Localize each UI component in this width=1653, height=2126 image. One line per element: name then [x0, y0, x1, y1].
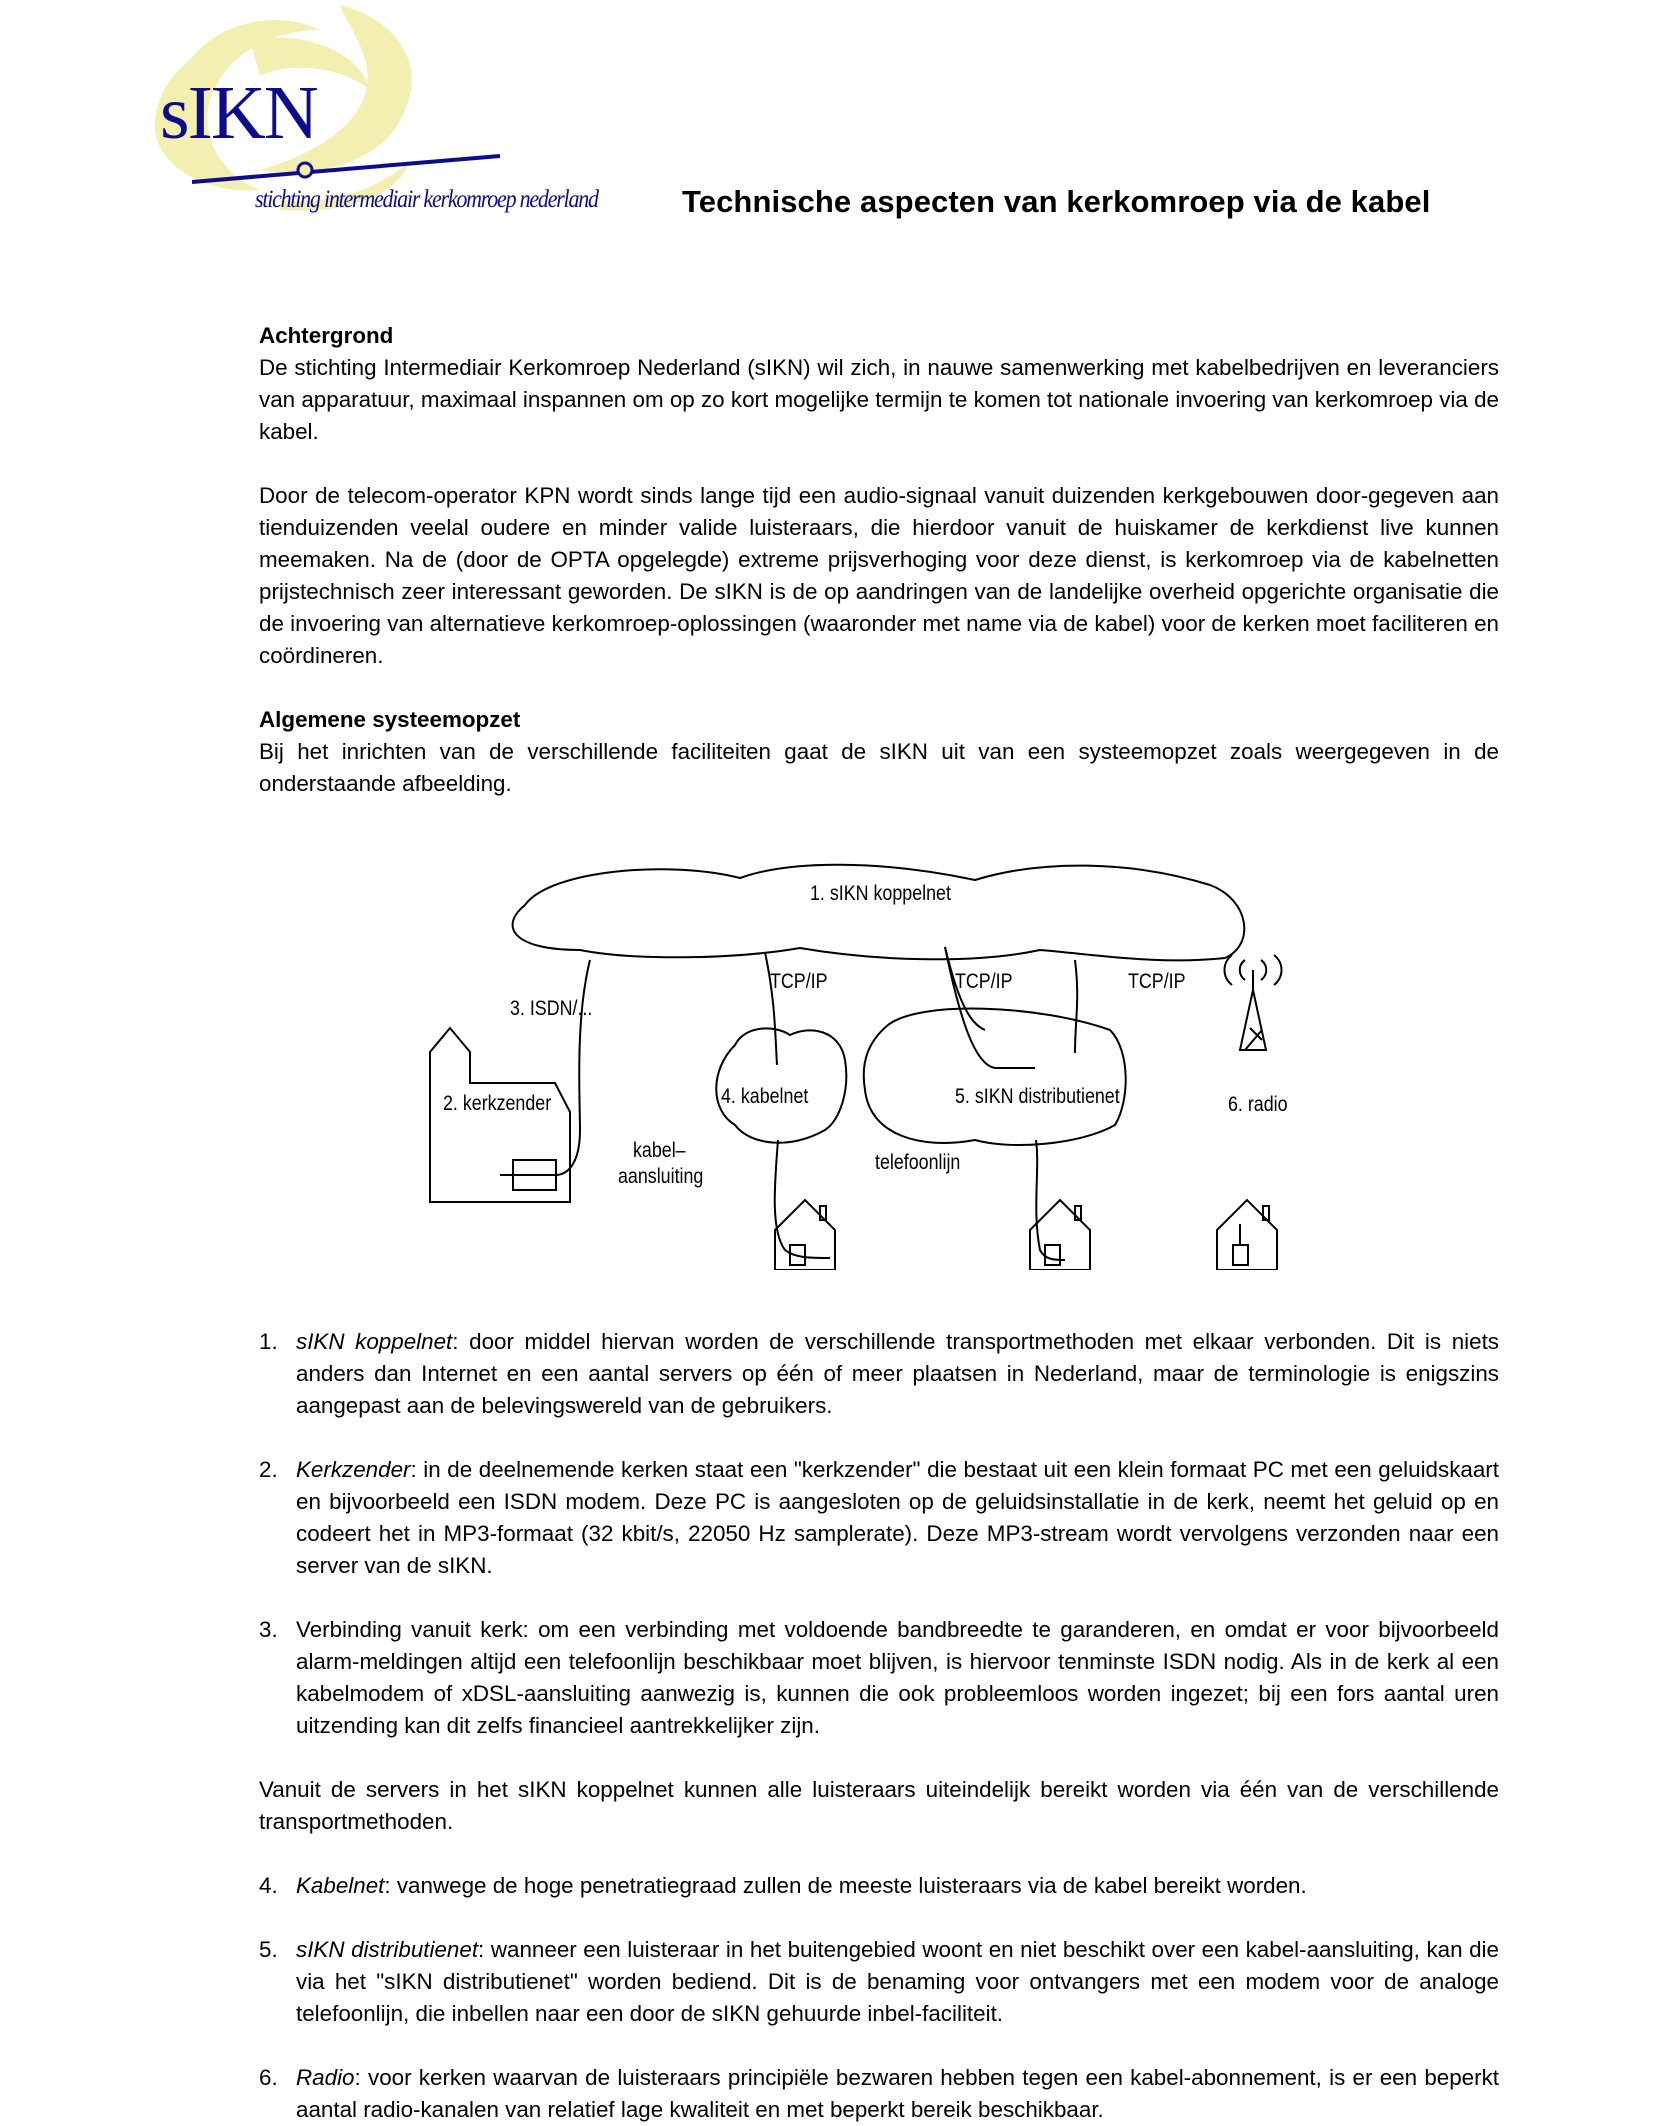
label-tcpip: TCP/IP: [770, 970, 828, 993]
label-telefoonlijn: telefoonlijn: [875, 1151, 961, 1174]
heading-systeemopzet: Algemene systeemopzet: [259, 707, 521, 732]
numbered-list: [259, 1326, 1499, 1742]
list-item: 1. sIKN koppelnet: door middel hiervan worden de verschillende transportmethoden met elkaar verbonden. Dit is niets anders dan Internet en een aantal servers op één of meer plaatsen in Nederland, maar de terminologie is enigszins aangepast aan de belevingswereld van de gebruikers.: [259, 1329, 1499, 1418]
koppelnet-cloud-icon: [513, 865, 1245, 961]
label-kabel: kabel–: [633, 1139, 686, 1162]
label-aansluiting: aansluiting: [618, 1165, 704, 1188]
label-koppelnet: 1. sIKN koppelnet: [810, 882, 951, 905]
paragraph: Vanuit de servers in het sIKN koppelnet kunnen alle luisteraars uiteindelijk bereikt worden via één van de verschillende transportmethoden.: [259, 1777, 1499, 1834]
heading-achtergrond: Achtergrond: [259, 323, 394, 348]
page-title: Technische aspecten van kerkomroep via de kabel: [682, 184, 1431, 219]
label-tcpip: TCP/IP: [1128, 970, 1186, 993]
label-tcpip: TCP/IP: [955, 970, 1013, 993]
list-item: 3. Verbinding vanuit kerk: om een verbinding met voldoende bandbreedte te garanderen, en omdat er voor bijvoorbeeld alarm-meldingen altijd een telefoonlijn beschikbaar moet blijven, is hiervoor tenminste ISDN nodig. Als in de kerk al een kabelmodem of xDSL-aansluiting aanwezig is, kunnen die ook probleemloos worden ingezet; bij een fors aantal uren uitzending kan dit zelfs financieel aantrekkelijker zijn.: [259, 1617, 1499, 1738]
sikn-logo: [130, 0, 610, 230]
paragraph: Door de telecom-operator KPN wordt sinds lange tijd een audio-signaal vanuit duizenden kerkgebouwen door-gegeven aan tienduizenden veelal oudere en minder valide luisteraars, die hierdoor vanuit de huiskamer de kerkdienst live kunnen meemaken. Na de (door de OPTA opgelegde) extreme prijsverhoging voor deze dienst, is kerkomroep via de kabelnetten prijstechnisch zeer interessant geworden. De sIKN is de op aandringen van de landelijke overheid opgerichte organisatie die de invoering van alternatieve kerkomroep-oplossingen (waaronder met name via de kabel) voor de kerken moet faciliteren en coördineren.: [259, 483, 1499, 668]
numbered-list: [259, 1870, 1499, 2126]
label-kabelnet: 4. kabelnet: [721, 1085, 809, 1108]
radio-tower-icon: [1240, 970, 1266, 1050]
list-item: 6. Radio: voor kerken waarvan de luisteraars principiële bezwaren hebben tegen een kabel-abonnement, is er een beperkt aantal radio-kanalen van relatief lage kwaliteit en met beperkt bereik beschikbaar.: [259, 2065, 1499, 2122]
label-isdn: 3. ISDN/...: [510, 997, 593, 1020]
paragraph: Bij het inrichten van de verschillende faciliteiten gaat de sIKN uit van een systeemopzet zoals weergegeven in de onderstaande afbeelding.: [259, 739, 1499, 796]
logo-wordmark: sIKN: [160, 71, 317, 155]
system-diagram: [400, 850, 1350, 1270]
label-kerkzender: 2. kerkzender: [443, 1092, 552, 1115]
list-item: 4. Kabelnet: vanwege de hoge penetratiegraad zullen de meeste luisteraars via de kabel bereikt worden.: [259, 1873, 1307, 1898]
logo-tagline: stichting intermediair kerkomroep nederland: [255, 186, 598, 213]
paragraph: De stichting Intermediair Kerkomroep Nederland (sIKN) wil zich, in nauwe samenwerking met kabelbedrijven en leveranciers van apparatuur, maximaal inspannen om op zo kort mogelijke termijn te komen tot nationale invoering van kerkomroep via de kabel.: [259, 355, 1499, 444]
label-distributienet: 5. sIKN distributienet: [955, 1085, 1120, 1108]
distributienet-cloud-icon: [864, 1009, 1126, 1145]
list-item: 5. sIKN distributienet: wanneer een luisteraar in het buitengebied woont en niet beschikt over een kabel-aansluiting, kan die via het "sIKN distributienet" worden bediend. Dit is de benaming voor ontvangers met een modem voor de analoge telefoonlijn, die inbellen naar een door de sIKN gehuurde inbel-faciliteit.: [259, 1937, 1499, 2026]
list-item: 2. Kerkzender: in de deelnemende kerken staat een "kerkzender" die bestaat uit een klein formaat PC met een geluidskaart en bijvoorbeeld een ISDN modem. Deze PC is aangesloten op de geluidsinstallatie in de kerk, neemt het geluid op en codeert het in MP3-formaat (32 kbit/s, 22050 Hz samplerate). Deze MP3-stream wordt vervolgens verzonden naar een server van de sIKN.: [259, 1457, 1499, 1578]
label-radio: 6. radio: [1228, 1093, 1288, 1116]
